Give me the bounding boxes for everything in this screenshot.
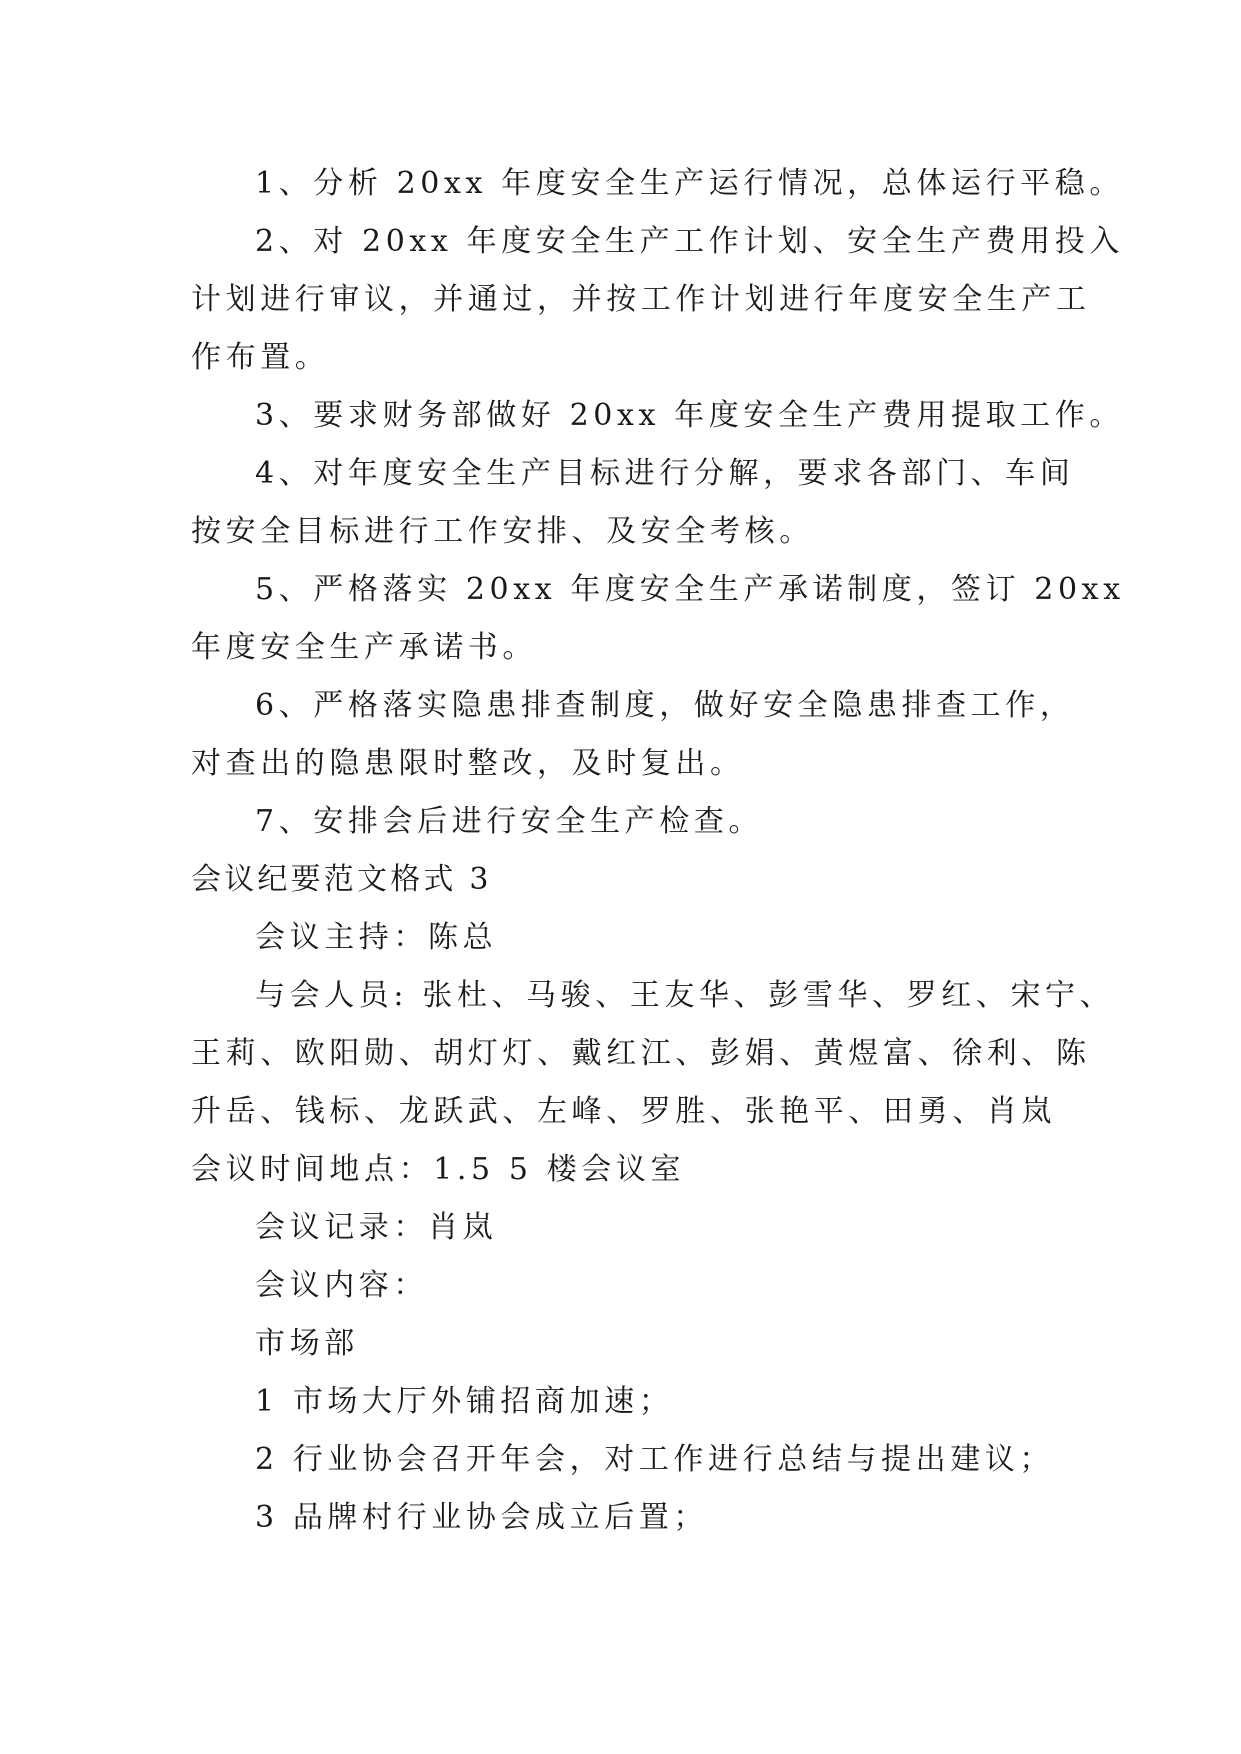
attendees-line-3: 升岳、钱标、龙跃武、左峰、罗胜、张艳平、田勇、肖岚 [191, 1094, 1056, 1129]
item-5-line-1: 5、严格落实 20xx 年度安全生产承诺制度，签订 20xx [255, 572, 1125, 607]
item-1-line-1: 1、分析 20xx 年度安全生产运行情况，总体运行平稳。 [255, 166, 1124, 201]
market-item-1: 1 市场大厅外铺招商加速； [255, 1384, 674, 1419]
market-item-3: 3 品牌村行业协会成立后置； [255, 1500, 709, 1535]
section-heading: 会议纪要范文格式 3 [191, 862, 492, 897]
meeting-time-place: 会议时间地点：1.5 5 楼会议室 [191, 1152, 686, 1187]
attendees-line-1: 与会人员: 张杜、马骏、王友华、彭雪华、罗红、宋宁、 [255, 978, 1115, 1013]
meeting-recorder: 会议记录：肖岚 [255, 1210, 498, 1245]
item-6-line-2: 对查出的隐患限时整改，及时复出。 [191, 746, 745, 781]
item-5-line-2: 年度安全生产承诺书。 [191, 630, 537, 665]
item-7-line-1: 7、安排会后进行安全生产检查。 [255, 804, 764, 839]
meeting-content-label: 会议内容： [255, 1268, 428, 1303]
attendees-line-2: 王莉、欧阳勋、胡灯灯、戴红江、彭娟、黄煜富、徐利、陈 [191, 1036, 1091, 1071]
market-item-2: 2 行业协会召开年会，对工作进行总结与提出建议； [255, 1442, 1055, 1477]
item-4-line-2: 按安全目标进行工作安排、及安全考核。 [191, 514, 814, 549]
item-2-line-1: 2、对 20xx 年度安全生产工作计划、安全生产费用投入 [255, 224, 1124, 259]
item-3-line-1: 3、要求财务部做好 20xx 年度安全生产费用提取工作。 [255, 398, 1124, 433]
item-6-line-1: 6、严格落实隐患排查制度，做好安全隐患排查工作， [255, 688, 1075, 723]
meeting-host: 会议主持：陈总 [255, 920, 498, 955]
department-label: 市场部 [255, 1326, 359, 1361]
item-4-line-1: 4、对年度安全生产目标进行分解，要求各部门、车间 [255, 456, 1075, 491]
item-2-line-3: 作布置。 [191, 340, 330, 375]
item-2-line-2: 计划进行审议，并通过，并按工作计划进行年度安全生产工 [191, 282, 1091, 317]
